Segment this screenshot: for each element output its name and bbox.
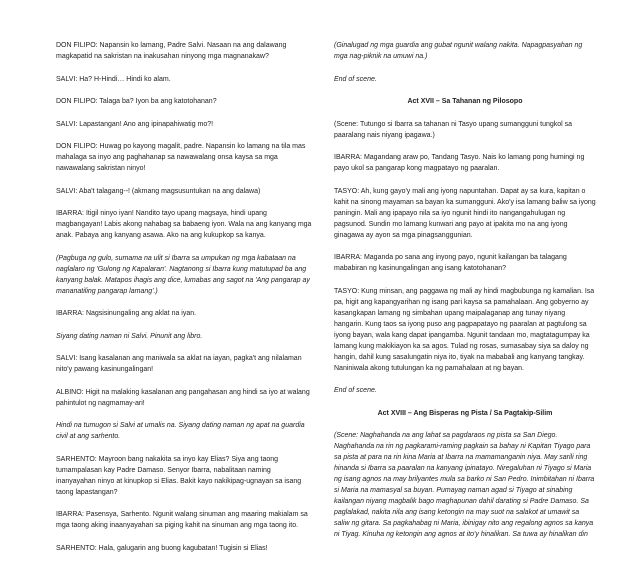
stage-direction: (Scene: Naghahanda na ang lahat sa pagdaraos ng pista sa San Diego. Naghahanda na rin ng pagkarami-raming pagkain sa bahay ni Kapitan Tiyago para sa pista at para na rin kina Maria at Ibarra na mamamanganin niya. May sarili ring hinanda si Ibarra sa paaralan na kanyang ipinatayo. Niregaluhan ni Tiyago si Maria ng isang agnos na may brilyantes mula sa barko ni San Pedro. Inimbitahan ni Ibarra si Maria na mamasyal sa buyan. Pumayag naman agad si Tiyago at sinabing kailangan niyang magbalik bago maghapunan dahil darating si Padre Damaso. Sa paglalakad, nakita nila ang isang ketongin na may suot na salakot at umawit sa saliw ng gitara. Sa pagkahabag ni Maria, ibinigay nito ang regalong agnos sa kanya ni Tiyag. Kinuha ng ketongin ang agnos at ito'y hinalikan. Sa tuwa ay hinalikan din — [334, 432, 595, 538]
paragraph: (Scene: Tutungo si Ibarra sa tahanan ni Tasyo upang sumangguni tungkol sa paaralang nais niyang ipagawa.) — [334, 120, 573, 139]
right-column — [334, 40, 596, 552]
left-column — [56, 40, 312, 565]
paragraph: ALBINO: Higit na malaking kasalanan ang pangahasan ang hindi sa iyo at walang pahintulot ng nagmamay-ari! — [56, 388, 310, 407]
act-heading: Act XVIII – Ang Bisperas ng Pista / Sa Pagtakip-Silim — [377, 409, 553, 417]
end-of-scene: End of scene. — [334, 387, 377, 394]
paragraph: DON FILIPO: Huwag po kayong magalit, padre. Napansin ko lamang na tila mas mahalaga sa inyo ang paghahanap sa nawawalang onsa kaysa sa mga nawawalang sakristan ninyo! — [56, 143, 306, 172]
stage-direction: (Ginalugad ng mga guardia ang gubat ngunit walang nakita. Napagpasyahan ng mga nag-piknik na umuwi na.) — [334, 42, 583, 60]
paragraph: SALVI: Lapastangan! Ano ang ipinapahiwatig mo?! — [56, 120, 214, 128]
paragraph: TASYO: Kung minsan, ang paggawa ng mali ay hindi magbubunga ng kamalian. Isa pa, higit ang kapangyarihan ng isang pari kaysa sa pamahalaan. Ang gobyerno ay kasangkapan lamang ng simbahan upang maipalaganap ang tunay niyang hangarin. Kung taos sa iyong puso ang pagpapatayo ng paaralan at pagtulong sa iyong bayan, wala kang dapat ipangamba. Ngunit tandaan mo, magtatagumpay ka lamang kung makikiayon ka sa agos. Tulad ng rosas, sumasabay siya sa daloy ng hangin, dahil kung sasalungatin niya ito, tiyak na mababali ang kanyang tangkay. Naniniwala akong tutulungan ka ng pamahalaan at ng bayan. — [334, 287, 595, 372]
paragraph: IBARRA: Maganda po sana ang inyong payo, ngunit kailangan ba talagang mababiran ng kasinungalingan ang isang katotohanan? — [334, 254, 567, 272]
paragraph: IBARRA: Nagsisinungaling ang aklat na iyan. — [56, 310, 197, 317]
stage-direction: Siyang dating naman ni Salvi. Pinunit ang libro. — [56, 332, 203, 340]
paragraph: SALVI: Aba't talagang--! (akmang magsusuntukan na ang dalawa) — [56, 187, 261, 195]
stage-direction: Hindi na tumugon si Salvi at umalis na. Siyang dating naman ng apat na guardia civil at ang sarhento. — [56, 422, 305, 440]
paragraph: SARHENTO: Mayroon bang nakakita sa inyo kay Elias? Siya ang taong tumampalasan kay Padre Damaso. Senyor Ibarra, nabalitaan naming inanyayahan ninyo at kinupkop si Elias. Bakit kayo nakikipag-ugnayan sa isang taong lapastangan? — [56, 455, 302, 496]
end-of-scene: End of scene. — [334, 75, 377, 83]
paragraph: DON FILIPO: Talaga ba? Iyon ba ang katotohanan? — [56, 98, 217, 105]
paragraph: SALVI: Ha? H-Hindi… Hindi ko alam. — [56, 75, 171, 83]
stage-direction: (Pagbuga ng gulo, sumama na ulit si Ibarra sa umpukan ng mga kabataan na naglalaro ng 'Gulong ng Kapalaran'. Nagtanong si Ibarra kung matutupad ba ang kanyang balak. Matapos ihagis ang dice, lumabas ang sagot na 'Ang pangarap ay mananatiling pangarap lamang'.) — [56, 254, 310, 295]
paragraph: DON FILIPO: Napansin ko lamang, Padre Salvi. Nasaan na ang dalawang magkapatid na sakristan na inakusahan ninyong mga magnanakaw? — [56, 42, 287, 60]
paragraph: IBARRA: Magandang araw po, Tandang Tasyo. Nais ko lamang pong humingi ng payo ukol sa pangarap kong magpatayo ng paaralan. — [334, 154, 585, 172]
paragraph: IBARRA: Itigil ninyo iyan! Nandito tayo upang magsaya, hindi upang magbangayan! Labis akong nahabag sa babaeng iyon. Wala na ang kanyang mga anak. Pabaya ang kanyang asawa. Ako na ang kukupkop sa kanya. — [56, 210, 312, 239]
paragraph: SARHENTO: Hala, galugarin ang buong kagubatan! Tugisin si Elias! — [56, 544, 268, 552]
paragraph: IBARRA: Pasensya, Sarhento. Ngunit walang sinuman ang maaring makialam sa mga taong aking inaanyayahan sa piging kahit na sinuman ang mga taong ito. — [56, 511, 308, 529]
paragraph: SALVI: Isang kasalanan ang maniwala sa aklat na iayan, pagka't ang nilalaman nito'y pawang kasinungalingan! — [56, 355, 302, 373]
paragraph: TASYO: Ah, kung gayo'y mali ang iyong napuntahan. Dapat ay sa kura, kapitan o kahit na sinong mayaman sa bayan ka sumangguni. Ako'y isa lamang baliw sa iyong paningin. Mali ang ipapayo nila sa iyo ngunit hindi ito nangangahulugan ng pagsunod. Sundin mo lamang kunwari ang payo at ipakita mo na ang iyong ginagawa ay ayon sa mga pinagsanggunian. — [334, 187, 596, 239]
act-heading: Act XVII – Sa Tahanan ng Pilosopo — [407, 98, 523, 105]
